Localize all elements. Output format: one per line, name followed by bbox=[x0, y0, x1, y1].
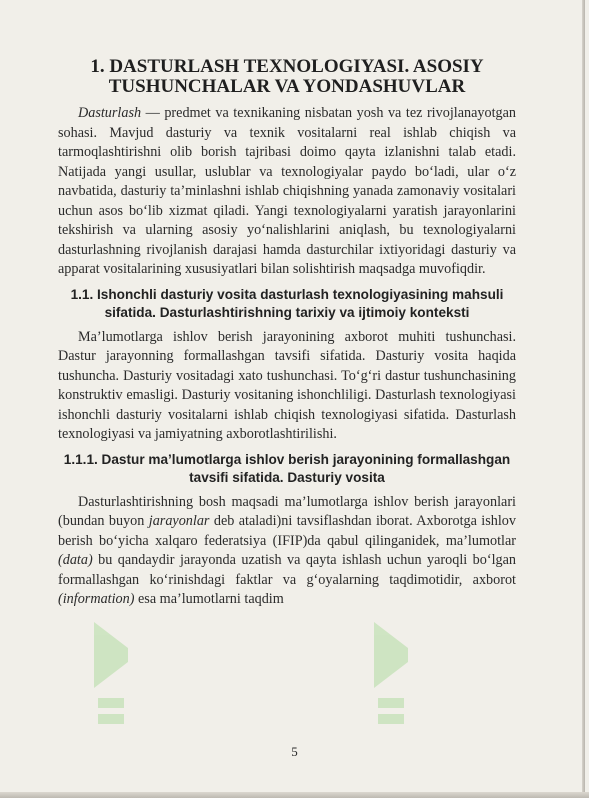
page-edge-right bbox=[582, 0, 585, 798]
watermark-arrow-icon bbox=[88, 618, 134, 738]
page-content bbox=[58, 57, 516, 610]
section-1-1-1-heading: 1.1.1. Dastur ma’lumotlarga ishlov berish jarayonining formallashgan tavsifi sifatida. Dasturiy vosita bbox=[63, 451, 511, 485]
paragraph-text: esa ma’lumotlarni taqdim bbox=[134, 591, 284, 607]
chapter-title: 1. DASTURLASH TEXNOLOGIYASI. ASOSIY TUSHUNCHALAR VA YONDASHUVLAR bbox=[90, 56, 484, 97]
italic-term: (information) bbox=[58, 591, 135, 607]
page-number: 5 bbox=[291, 744, 298, 759]
section-1-1-1-paragraph bbox=[58, 493, 516, 610]
italic-term: (data) bbox=[58, 552, 93, 568]
section-1-1-paragraph: Ma’lumotlarga ishlov berish jarayonining axborot muhiti tushunchasi. Dastur jarayonning formallashgan tavsifi sifatida. Dasturiy vosita haqida tushuncha. Dasturiy vositadagi xato tushunchasi. To‘g‘ri dastur tushunchasining konstruktiv emasligi. Dasturiy vositaning ishonchliligi. Dasturlash texnologiyasi ishonchli dasturiy vositalarni ishlab chiqish texnologiyasi sifatida. Dasturlash texnologiyasi va jamiyatning axborotlashtirilishi. bbox=[58, 328, 516, 442]
intro-text: — predmet va texnikaning nisbatan yosh va tez rivojlanayotgan sohasi. Mavjud dasturiy va texnik vositalarni real ishlab chiqish va tarmoqlashtirishni olib borish tajribasi doimo qayta izlanishni talab etadi. Natijada yangi usullar, uslublar va texnologiyalar paydo bo‘ladi, ular o‘z navbatida, dasturiy ta’minlashni ishlab chiqishning yanada zamonaviy vositalari uchun asos bo‘lib xizmat qiladi. Yangi texnologiyalarni yaratish jarayonlarini tekshirish va ularning asosiy yo‘nalishlarini aniqlash, bu texnologiyalarni dasturlashning rivojlanish darajasi hamda dasturchilar ixtiyoridagi dasturiy va apparat vositalarining xususiyatlari bilan solishtirish maqsadga muvofiqdir. bbox=[58, 105, 516, 277]
paragraph-text: deb ataladi)ni tavsiflashdan iborat. Axborotga ishlov berish bo‘yicha xalqaro federatsiya (IFIP)da qabul qilinganidek, ma’lumotlar bbox=[58, 513, 516, 549]
paragraph-text: bu qandaydir jarayonda uzatish va qayta ishlash uchun yaroqli bo‘lgan formallashgan ko‘rinishdagi faktlar va g‘oyalarning taqdimotidir, axborot bbox=[58, 552, 516, 588]
paragraph-text: Dasturlashtirishning bosh maqsadi ma’lumotlarga ishlov berish jarayonlari (bundan buyon bbox=[58, 493, 516, 529]
intro-paragraph bbox=[58, 104, 516, 280]
watermark-arrow-icon bbox=[368, 618, 414, 738]
page-edge-bottom bbox=[0, 792, 589, 798]
section-1-1-heading: 1.1. Ishonchli dasturiy vosita dasturlash texnologiyasining mahsuli sifatida. Dasturlashtirishning tarixiy va ijtimoiy konteksti bbox=[70, 286, 504, 320]
italic-term: jarayonlar bbox=[148, 513, 210, 529]
intro-lead-term: Dasturlash bbox=[78, 105, 142, 121]
